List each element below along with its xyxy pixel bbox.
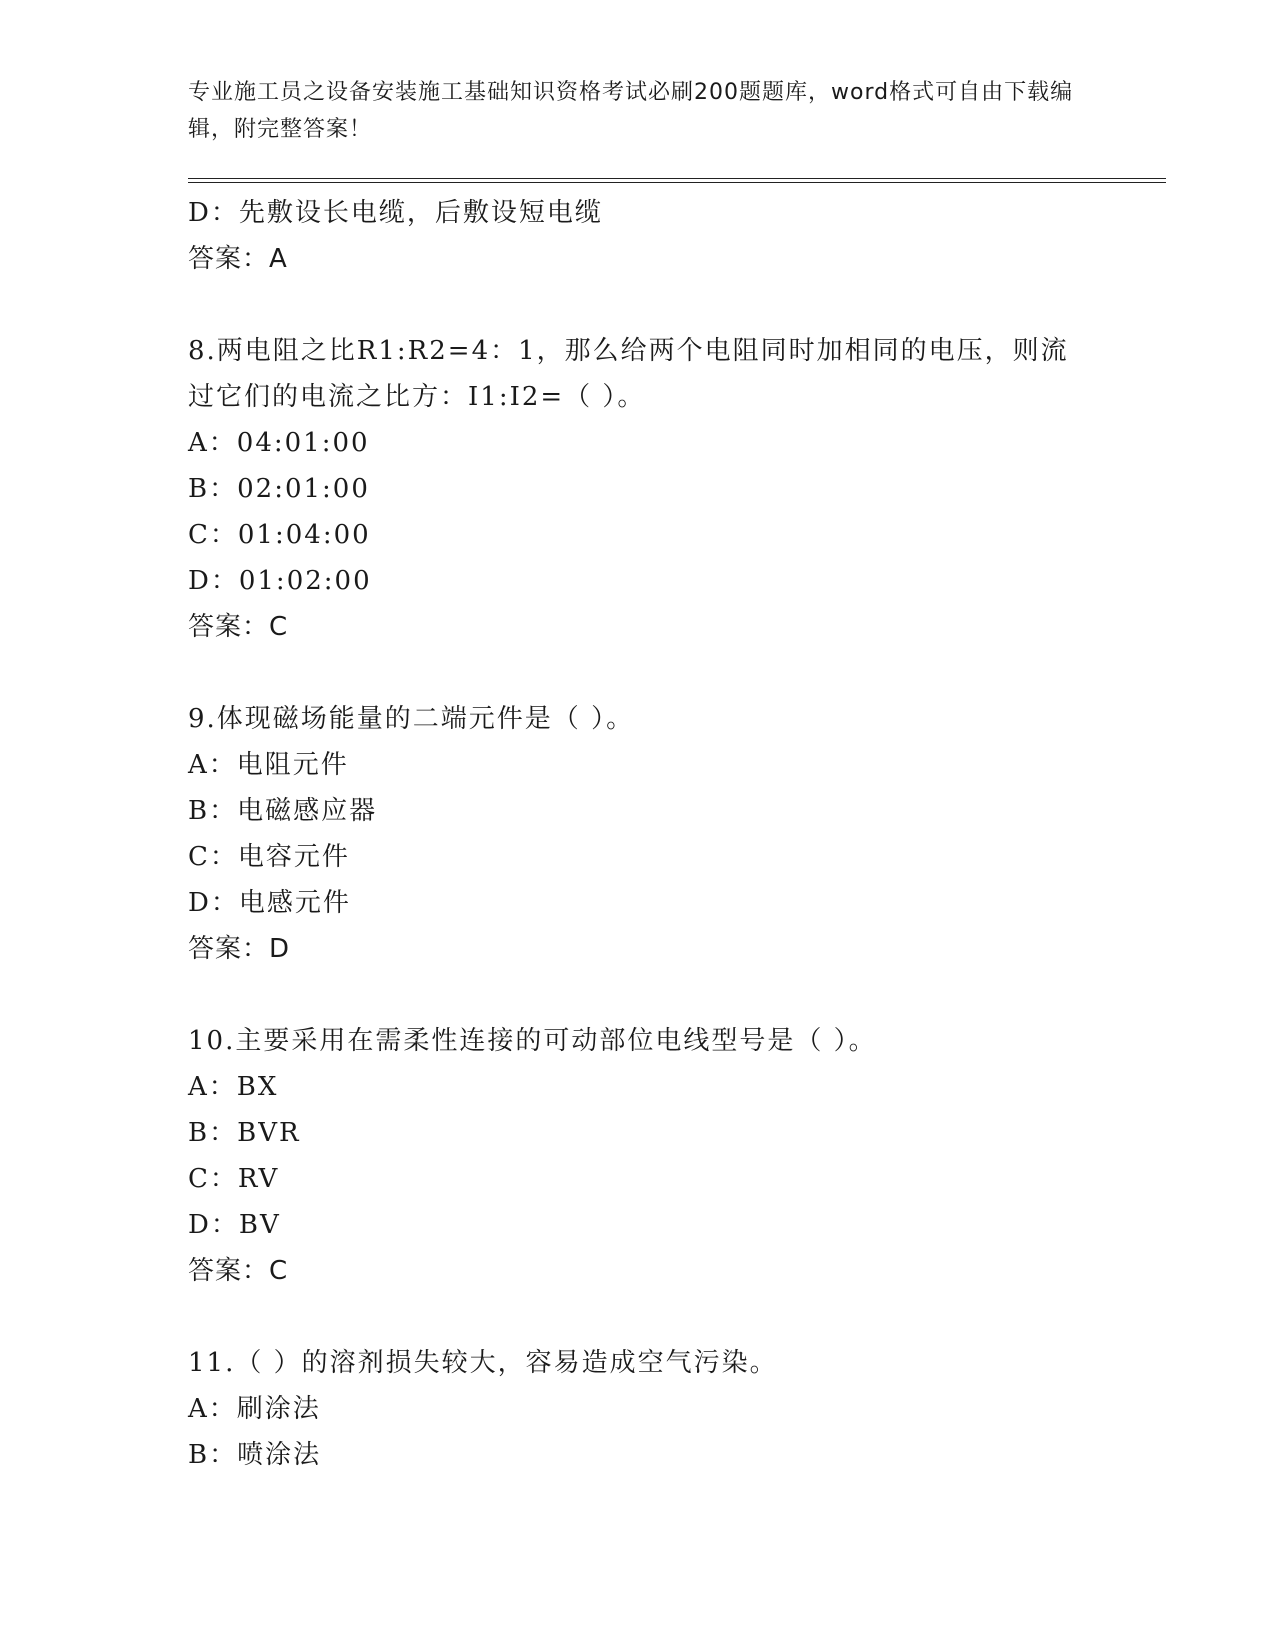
option-a: A：刷涂法 xyxy=(188,1394,321,1424)
option-b: B：喷涂法 xyxy=(188,1440,322,1470)
question-list xyxy=(188,190,1088,1478)
answer-label: 答案：D xyxy=(188,934,291,964)
option-d: D：先敷设长电缆，后敷设短电缆 xyxy=(188,198,603,228)
option-d: D：01:02:00 xyxy=(188,566,372,596)
option-c: C：电容元件 xyxy=(188,842,350,872)
option-d: D：BV xyxy=(188,1210,281,1240)
option-a: A：BX xyxy=(188,1072,279,1102)
question-stem: 11.（ ）的溶剂损失较大，容易造成空气污染。 xyxy=(188,1348,778,1378)
option-b: B：电磁感应器 xyxy=(188,796,378,826)
question-stem: 8.两电阻之比R1:R2=4：1，那么给两个电阻同时加相同的电压，则流过它们的电流之比方：I1:I2=（ ）。 xyxy=(188,336,1069,412)
question-item xyxy=(188,696,1088,972)
option-b: B：BVR xyxy=(188,1118,301,1148)
question-item xyxy=(188,1340,1088,1478)
option-b: B：02:01:00 xyxy=(188,474,370,504)
option-c: C：RV xyxy=(188,1164,280,1194)
answer-label: 答案：A xyxy=(188,244,288,274)
answer-label: 答案：C xyxy=(188,1256,289,1286)
document-title: 专业施工员之设备安装施工基础知识资格考试必刷200题题库，word格式可自由下载编辑，附完整答案！ xyxy=(188,80,1074,142)
option-c: C：01:04:00 xyxy=(188,520,371,550)
option-a: A：电阻元件 xyxy=(188,750,349,780)
question-item xyxy=(188,328,1088,650)
question-stem: 9.体现磁场能量的二端元件是（ ）。 xyxy=(188,704,635,734)
option-a: A：04:01:00 xyxy=(188,428,370,458)
header-divider xyxy=(188,178,1166,183)
option-d: D：电感元件 xyxy=(188,888,351,918)
question-stem: 10.主要采用在需柔性连接的可动部位电线型号是（ ）。 xyxy=(188,1026,877,1056)
answer-label: 答案：C xyxy=(188,612,289,642)
question-item xyxy=(188,1018,1088,1294)
